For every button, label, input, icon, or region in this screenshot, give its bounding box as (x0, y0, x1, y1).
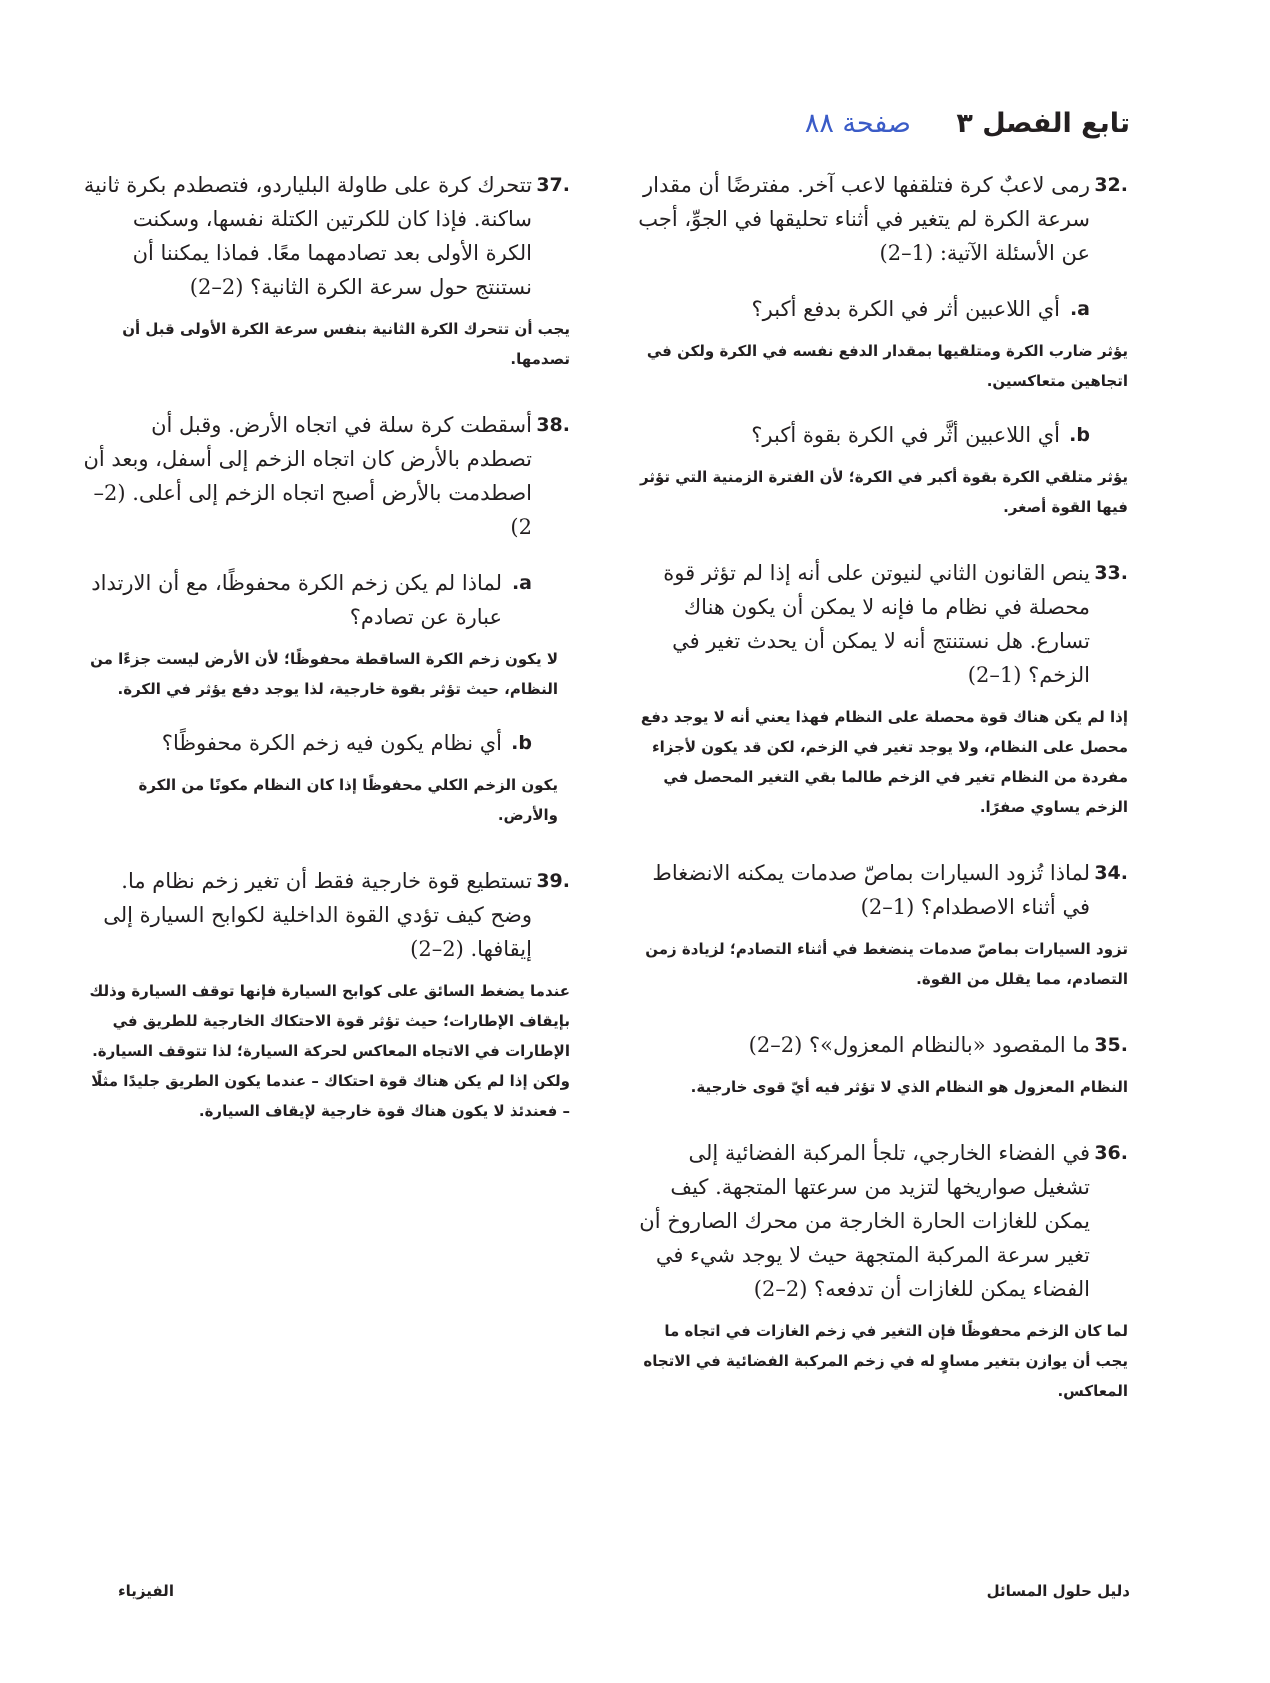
subquestion-label: a. (1069, 298, 1090, 320)
question-37 (80, 168, 570, 374)
answer-text: يجب أن تتحرك الكرة الثانية بنفس سرعة الكرة الأولى قبل أن تصدمها. (122, 320, 570, 368)
question-number: 36. (1094, 1142, 1128, 1164)
page-reference: صفحة ٨٨ (804, 108, 911, 139)
question-35 (628, 1028, 1128, 1102)
answer-text: يؤثر ضارب الكرة ومتلقيها بمقدار الدفع نفسه في الكرة ولكن في اتجاهين متعاكسين. (646, 342, 1128, 390)
question-number: 34. (1094, 862, 1128, 884)
question-text: في الفضاء الخارجي، تلجأ المركبة الفضائية إلى تشغيل صواريخها لتزيد من سرعتها المتجهة. كيف يمكن للغازات الحارة الخارجة من محرك الصاروخ أن تغير سرعة المركبة المتجهة حيث لا يوجد شيء في الفضاء يمكن للغازات أن تدفعه؟ (2–2) (639, 1141, 1090, 1301)
question-text: رمى لاعبٌ كرة فتلقفها لاعب آخر. مفترضًا أن مقدار سرعة الكرة لم يتغير في أثناء تحليقها في الجوِّ، أجب عن الأسئلة الآتية: (1–2) (638, 173, 1090, 265)
question-text: ما المقصود «بالنظام المعزول»؟ (2–2) (748, 1033, 1090, 1057)
right-column (628, 168, 1128, 1406)
answer-text: عندما يضغط السائق على كوابح السيارة فإنها توقف السيارة وذلك بإيقاف الإطارات؛ حيث تؤثر قوة الاحتكاك الخارجية للطريق في الإطارات في الاتجاه المعاكس لحركة السيارة؛ لذا تتوقف السيارة. ولكن إذا لم يكن هناك قوة احتكاك – عندما يكون الطريق جليدًا مثلًا – فعندئذ لا يكون هناك قوة خارجية لإيقاف السيارة. (89, 982, 570, 1120)
question-text: تتحرك كرة على طاولة البلياردو، فتصطدم بكرة ثانية ساكنة. فإذا كان للكرتين الكتلة نفسها، وسكنت الكرة الأولى بعد تصادمهما معًا. فماذا يمكننا أن نستنتج حول سرعة الكرة الثانية؟ (2–2) (83, 173, 532, 299)
question-text: ينص القانون الثاني لنيوتن على أنه إذا لم تؤثر قوة محصلة في نظام ما فإنه لا يمكن أن يكون هناك تسارع. هل نستنتج أنه لا يمكن أن يحدث تغير في الزخم؟ (1–2) (663, 561, 1090, 687)
question-number: 35. (1094, 1034, 1128, 1056)
answer-text: تزود السيارات بماصّ صدمات ينضغط في أثناء التصادم؛ لزيادة زمن التصادم، مما يقلل من القوة. (645, 940, 1128, 988)
question-39 (80, 864, 570, 1126)
question-text: لماذا تُزود السيارات بماصّ صدمات يمكنه الانضغاط في أثناء الاصطدام؟ (1–2) (652, 861, 1090, 919)
chapter-title: تابع الفصل ٣ (956, 108, 1130, 139)
question-number: 32. (1094, 174, 1128, 196)
question-number: 33. (1094, 562, 1128, 584)
question-34 (628, 856, 1128, 994)
subquestion-text: أي اللاعبين أثَّر في الكرة بقوة أكبر؟ (751, 423, 1060, 447)
question-number: 37. (536, 174, 570, 196)
question-number: 39. (536, 870, 570, 892)
answer-text: إذا لم يكن هناك قوة محصلة على النظام فهذا يعني أنه لا يوجد دفع محصل على النظام، ولا يوجد تغير في الزخم، لكن قد يكون لأجزاء مفردة من النظام تغير في الزخم طالما بقي التغير المحصل في الزخم يساوي صفرًا. (640, 708, 1128, 816)
subquestion-text: أي نظام يكون فيه زخم الكرة محفوظًا؟ (161, 731, 502, 755)
subquestion-label: b. (511, 732, 532, 754)
subquestion-label: b. (1069, 424, 1090, 446)
question-text: تستطيع قوة خارجية فقط أن تغير زخم نظام ما. وضح كيف تؤدي القوة الداخلية لكوابح السيارة إلى إيقافها. (2–2) (103, 869, 532, 961)
footer-subject: الفيزياء (118, 1582, 174, 1600)
page-footer (0, 1582, 1270, 1612)
left-column (80, 168, 570, 1126)
answer-text: يؤثر متلقي الكرة بقوة أكبر في الكرة؛ لأن الفترة الزمنية التي تؤثر فيها القوة أصغر. (640, 468, 1128, 516)
question-36 (628, 1136, 1128, 1406)
subquestion-label: a. (511, 572, 532, 594)
question-32 (628, 168, 1128, 522)
answer-text: لما كان الزخم محفوظًا فإن التغير في زخم الغازات في اتجاه ما يجب أن يوازن بتغير مساوٍ له في زخم المركبة الفضائية في الاتجاه المعاكس. (643, 1322, 1128, 1400)
question-number: 38. (536, 414, 570, 436)
question-38 (80, 408, 570, 830)
answer-text: النظام المعزول هو النظام الذي لا تؤثر فيه أيّ قوى خارجية. (690, 1078, 1128, 1096)
answer-text: لا يكون زخم الكرة الساقطة محفوظًا؛ لأن الأرض ليست جزءًا من النظام، حيث تؤثر بقوة خارجية، لذا يوجد دفع يؤثر في الكرة. (90, 650, 558, 698)
question-text: أسقطت كرة سلة في اتجاه الأرض. وقبل أن تصطدم بالأرض كان اتجاه الزخم إلى أسفل، وبعد أن اصطدمت بالأرض أصبح اتجاه الزخم إلى أعلى. (2–2) (83, 413, 532, 539)
page-header (805, 108, 1130, 139)
footer-book-title: دليل حلول المسائل (986, 1582, 1130, 1600)
question-33 (628, 556, 1128, 822)
answer-text: يكون الزخم الكلي محفوظًا إذا كان النظام مكونًا من الكرة والأرض. (138, 776, 558, 824)
subquestion-text: لماذا لم يكن زخم الكرة محفوظًا، مع أن الارتداد عبارة عن تصادم؟ (91, 571, 502, 629)
subquestion-text: أي اللاعبين أثر في الكرة بدفع أكبر؟ (751, 297, 1060, 321)
